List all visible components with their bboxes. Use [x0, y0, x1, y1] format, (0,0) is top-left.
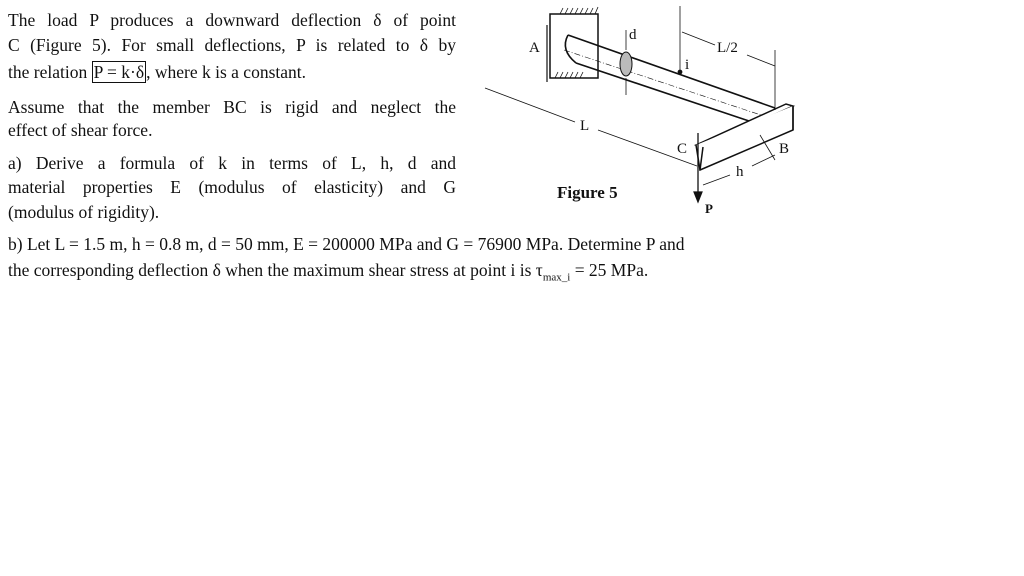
part-b-line-1: b) Let L = 1.5 m, h = 0.8 m, d = 50 mm, E = 200000 MPa and G = 76900 MPa. Determine P and	[8, 234, 685, 254]
label-l: L	[580, 118, 590, 134]
relation-suffix: , where k is a constant.	[146, 62, 306, 82]
assume-line-2: effect of shear force.	[8, 120, 153, 140]
part-a-line-2: material properties E (modulus of elasticity) and G	[8, 177, 456, 197]
label-h: h	[736, 164, 744, 180]
part-b-suffix: = 25 MPa.	[570, 260, 649, 280]
part-b-prefix: the corresponding deflection δ when the maximum shear stress at point i is τ	[8, 260, 543, 280]
part-a-line-1: a) Derive a formula of k in terms of L, h, d and	[8, 153, 456, 173]
tau-subscript: max_i	[542, 271, 571, 284]
label-c: C	[677, 141, 688, 157]
label-b: B	[779, 141, 790, 157]
fixed-wall	[547, 7, 598, 82]
label-i: i	[685, 57, 690, 73]
arrowhead-icon	[694, 192, 702, 202]
part-a-line-3: (modulus of rigidity).	[8, 202, 160, 222]
point-i	[678, 70, 682, 74]
label-d: d	[629, 27, 637, 43]
intro-line-1: The load P produces a downward deflection δ of point	[8, 10, 456, 30]
figure-caption: Figure 5	[557, 183, 618, 202]
label-p: P	[705, 201, 713, 216]
assume-line-1: Assume that the member BC is rigid and neglect the	[8, 97, 456, 117]
relation-prefix: the relation	[8, 62, 88, 82]
cross-section-d	[620, 52, 632, 76]
label-l-half: L/2	[717, 40, 738, 56]
relation-formula: P = k·δ	[93, 62, 145, 82]
intro-line-2: C (Figure 5). For small deflections, P is related to δ by	[8, 35, 456, 55]
label-a: A	[529, 40, 540, 56]
arm-bc	[696, 104, 793, 170]
